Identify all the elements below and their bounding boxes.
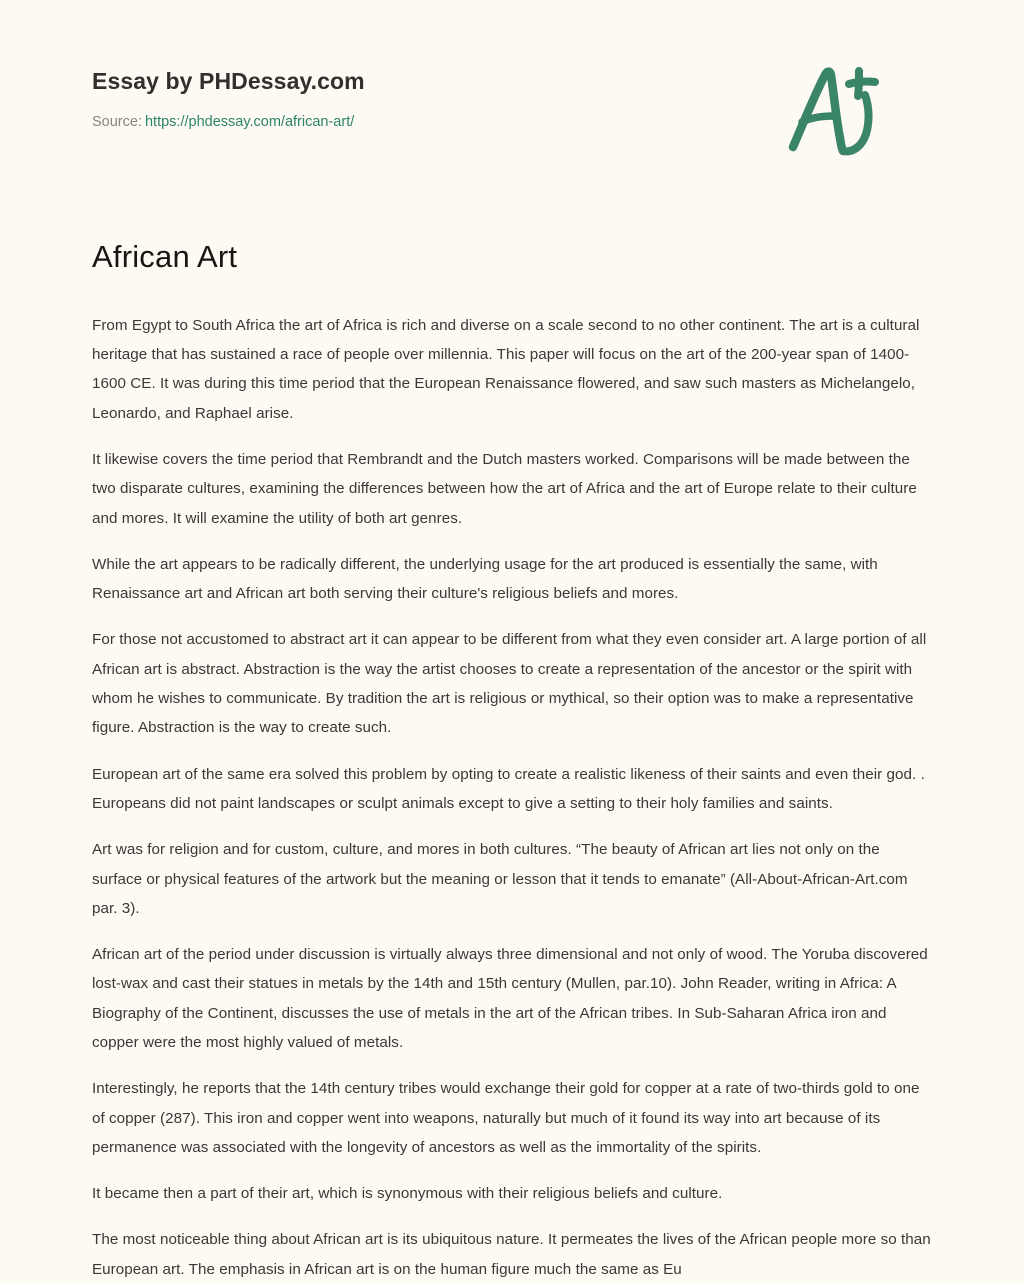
paragraph: It became then a part of their art, which is synonymous with their religious beliefs and culture.: [92, 1185, 723, 1203]
paragraph: Art was for religion and for custom, culture, and mores in both cultures. “The beauty of African art lies not only on the surface or physical features of the artwork but the meaning or lesson that it tends to emanate” (All-About-African-Art.com par. 3).: [92, 841, 908, 917]
header-left-group: [92, 68, 365, 131]
paragraph: From Egypt to South Africa the art of Africa is rich and diverse on a scale second to no other continent. The art is a cultural heritage that has sustained a race of people over millennia. This paper will focus on the art of the 200-year span of 1400-1600 CE. It was during this time period that the European Renaissance flowered, and saw such masters as Michelangelo, Leonardo, and Raphael arise.: [92, 316, 920, 422]
page-title: African Art: [92, 239, 238, 274]
paragraph: For those not accustomed to abstract art it can appear to be different from what they even consider art. A large portion of all African art is abstract. Abstraction is the way the artist chooses to create a representation of the ancestor or the spirit with whom he wishes to communicate. By tradition the art is religious or mythical, so their option was to make a representative figure. Abstraction is the way to create such.: [92, 631, 927, 737]
source-line: [92, 113, 365, 132]
paragraph: African art of the period under discussion is virtually always three dimensional and not only of wood. The Yoruba discovered lost-wax and cast their statues in metals by the 14th and 15th century (Mullen, par.10). John Reader, writing in Africa: A Biography of the Continent, discusses the use of metals in the art of the African tribes. In Sub-Saharan Africa iron and copper were the most highly valued of metals.: [92, 946, 928, 1051]
source-link[interactable]: https://phdessay.com/african-art/: [144, 113, 355, 130]
page-header: [92, 0, 932, 164]
paragraph: The most noticeable thing about African art is its ubiquitous nature. It permeates the lives of the African people more so than European art. The emphasis in African art is on the human figure much the same as Eu: [92, 1231, 931, 1278]
paragraph: Interestingly, he reports that the 14th century tribes would exchange their gold for copper at a rate of two-thirds gold to one of copper (287). This iron and copper went into weapons, naturally but much of it found its way into art because of its permanence was associated with the longevity of ancestors as well as the immortality of the spirits.: [92, 1080, 920, 1156]
paragraph: It likewise covers the time period that Rembrandt and the Dutch masters worked. Comparisons will be made between the two disparate cultures, examining the differences between how the art of Africa and the art of Europe relate to their culture and mores. It will examine the utility of both art genres.: [92, 450, 917, 527]
paragraph: While the art appears to be radically different, the underlying usage for the art produced is essentially the same, with Renaissance art and African art both serving their culture's religious beliefs and mores.: [92, 555, 878, 603]
essay-body: [92, 277, 932, 1284]
source-label: Source:: [92, 113, 142, 130]
byline: Essay by PHDessay.com: [92, 68, 365, 94]
paragraph: European art of the same era solved this problem by opting to create a realistic likeness of their saints and even their god. . Europeans did not paint landscapes or sculpt animals except to give a setting to their holy families and saints.: [92, 765, 925, 812]
a-plus-logo: [780, 54, 890, 164]
